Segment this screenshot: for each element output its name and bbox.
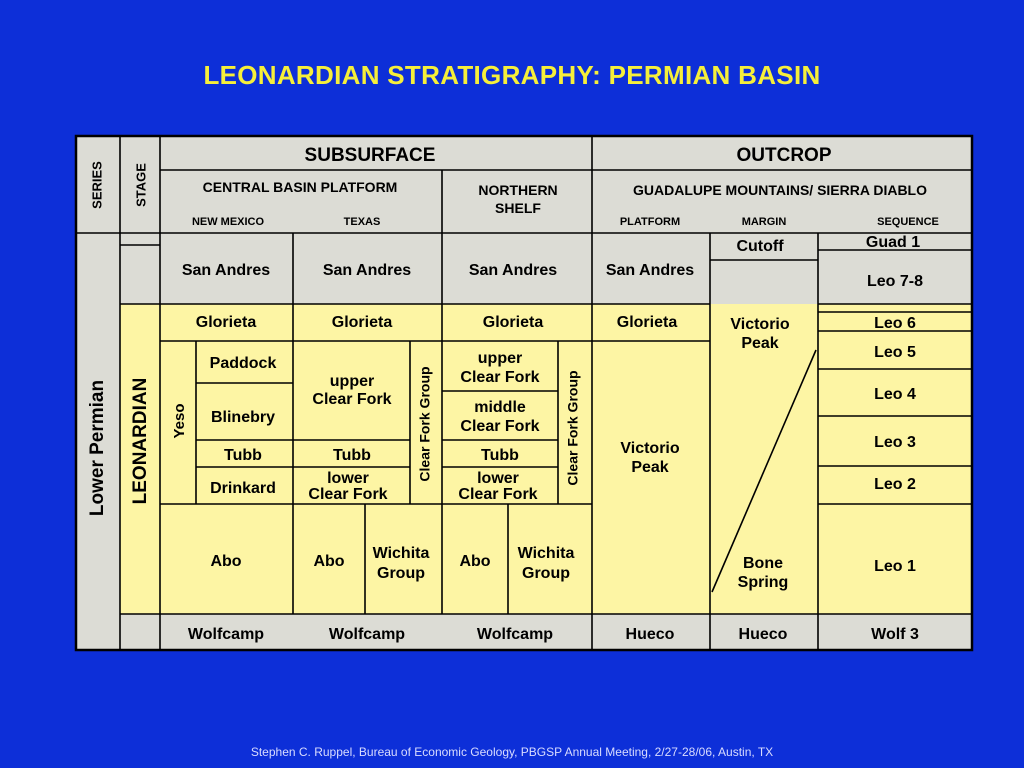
nm-yeso: Yeso xyxy=(170,403,188,439)
central-basin-platform-header: CENTRAL BASIN PLATFORM xyxy=(202,179,398,195)
tx-wichita-line1: Wichita xyxy=(372,545,430,562)
seq-leo2: Leo 2 xyxy=(874,476,916,493)
tx-lower-clear-fork-line2: Clear Fork xyxy=(308,486,388,503)
platform-header: PLATFORM xyxy=(619,216,681,228)
mg-victorio-peak-line1: Victorio xyxy=(730,316,790,333)
ns-glorieta: Glorieta xyxy=(482,314,544,331)
stage-label: LEONARDIAN xyxy=(130,377,152,505)
sequence-header: SEQUENCE xyxy=(877,216,939,228)
tx-abo: Abo xyxy=(313,553,345,570)
tx-upper-clear-fork-line2: Clear Fork xyxy=(312,391,392,408)
ns-clear-fork-group: Clear Fork Group xyxy=(564,370,581,486)
subsurface-header: SUBSURFACE xyxy=(304,145,436,166)
seq-leo4: Leo 4 xyxy=(874,386,916,403)
nm-abo: Abo xyxy=(210,553,242,570)
pf-hueco: Hueco xyxy=(625,626,675,643)
tx-upper-clear-fork-line1: upper xyxy=(329,373,375,390)
texas-header: TEXAS xyxy=(343,216,381,228)
slide-title: LEONARDIAN STRATIGRAPHY: PERMIAN BASIN xyxy=(203,60,821,90)
seq-wolf3: Wolf 3 xyxy=(871,626,919,643)
guadalupe-header: GUADALUPE MOUNTAINS/ SIERRA DIABLO xyxy=(633,182,927,198)
seq-leo78: Leo 7-8 xyxy=(866,273,924,290)
seq-leo1: Leo 1 xyxy=(874,558,916,575)
tx-tubb: Tubb xyxy=(333,447,371,464)
ns-middle-clear-fork-line2: Clear Fork xyxy=(460,418,540,435)
pf-victorio-peak-line2: Peak xyxy=(631,459,669,476)
ns-upper-clear-fork-line1: upper xyxy=(477,350,523,367)
seq-leo5: Leo 5 xyxy=(874,344,916,361)
tx-clear-fork-group: Clear Fork Group xyxy=(416,366,433,482)
margin-header: MARGIN xyxy=(741,216,787,228)
nm-drinkard: Drinkard xyxy=(210,480,276,497)
pf-san-andres: San Andres xyxy=(605,262,695,279)
ns-middle-clear-fork-line1: middle xyxy=(474,399,526,416)
series-header: SERIES xyxy=(89,161,105,209)
nm-paddock: Paddock xyxy=(209,355,277,372)
ns-wichita-line2: Group xyxy=(522,565,570,582)
stage-header: STAGE xyxy=(133,163,149,207)
ns-san-andres: San Andres xyxy=(468,262,558,279)
series-label: Lower Permian xyxy=(87,379,109,517)
ns-upper-clear-fork-line2: Clear Fork xyxy=(460,369,540,386)
nm-tubb: Tubb xyxy=(224,447,262,464)
ns-wichita-line1: Wichita xyxy=(517,545,575,562)
mg-victorio-peak-line2: Peak xyxy=(741,335,779,352)
ns-wolfcamp: Wolfcamp xyxy=(476,626,554,643)
new-mexico-header: NEW MEXICO xyxy=(191,216,265,228)
ns-lower-clear-fork-line2: Clear Fork xyxy=(458,486,538,503)
pf-glorieta: Glorieta xyxy=(616,314,678,331)
tx-wichita-line2: Group xyxy=(377,565,425,582)
ns-tubb: Tubb xyxy=(481,447,519,464)
outcrop-header: OUTCROP xyxy=(736,145,832,166)
nm-blinebry: Blinebry xyxy=(210,409,276,426)
northern-shelf-header-line2: SHELF xyxy=(495,200,541,216)
nm-wolfcamp: Wolfcamp xyxy=(187,626,265,643)
slide-footer: Stephen C. Ruppel, Bureau of Economic Geology, PBGSP Annual Meeting, 2/27-28/06, Austin, TX xyxy=(250,745,774,759)
northern-shelf-header-line1: NORTHERN xyxy=(478,182,558,198)
tx-wolfcamp: Wolfcamp xyxy=(328,626,406,643)
tx-san-andres: San Andres xyxy=(322,262,412,279)
mg-bone-spring-line1: Bone xyxy=(743,555,783,572)
mg-hueco: Hueco xyxy=(738,626,788,643)
seq-leo6: Leo 6 xyxy=(874,315,916,332)
nm-glorieta: Glorieta xyxy=(195,314,257,331)
seq-leo3: Leo 3 xyxy=(874,434,916,451)
tx-lower-clear-fork-line1: lower xyxy=(327,470,369,487)
nm-san-andres: San Andres xyxy=(181,262,271,279)
tx-glorieta: Glorieta xyxy=(331,314,393,331)
ns-lower-clear-fork-line1: lower xyxy=(477,470,519,487)
mg-cutoff: Cutoff xyxy=(736,238,784,255)
ns-abo: Abo xyxy=(459,553,491,570)
pf-victorio-peak-line1: Victorio xyxy=(620,440,680,457)
mg-bone-spring-line2: Spring xyxy=(737,574,789,591)
seq-guad1: Guad 1 xyxy=(865,234,921,251)
